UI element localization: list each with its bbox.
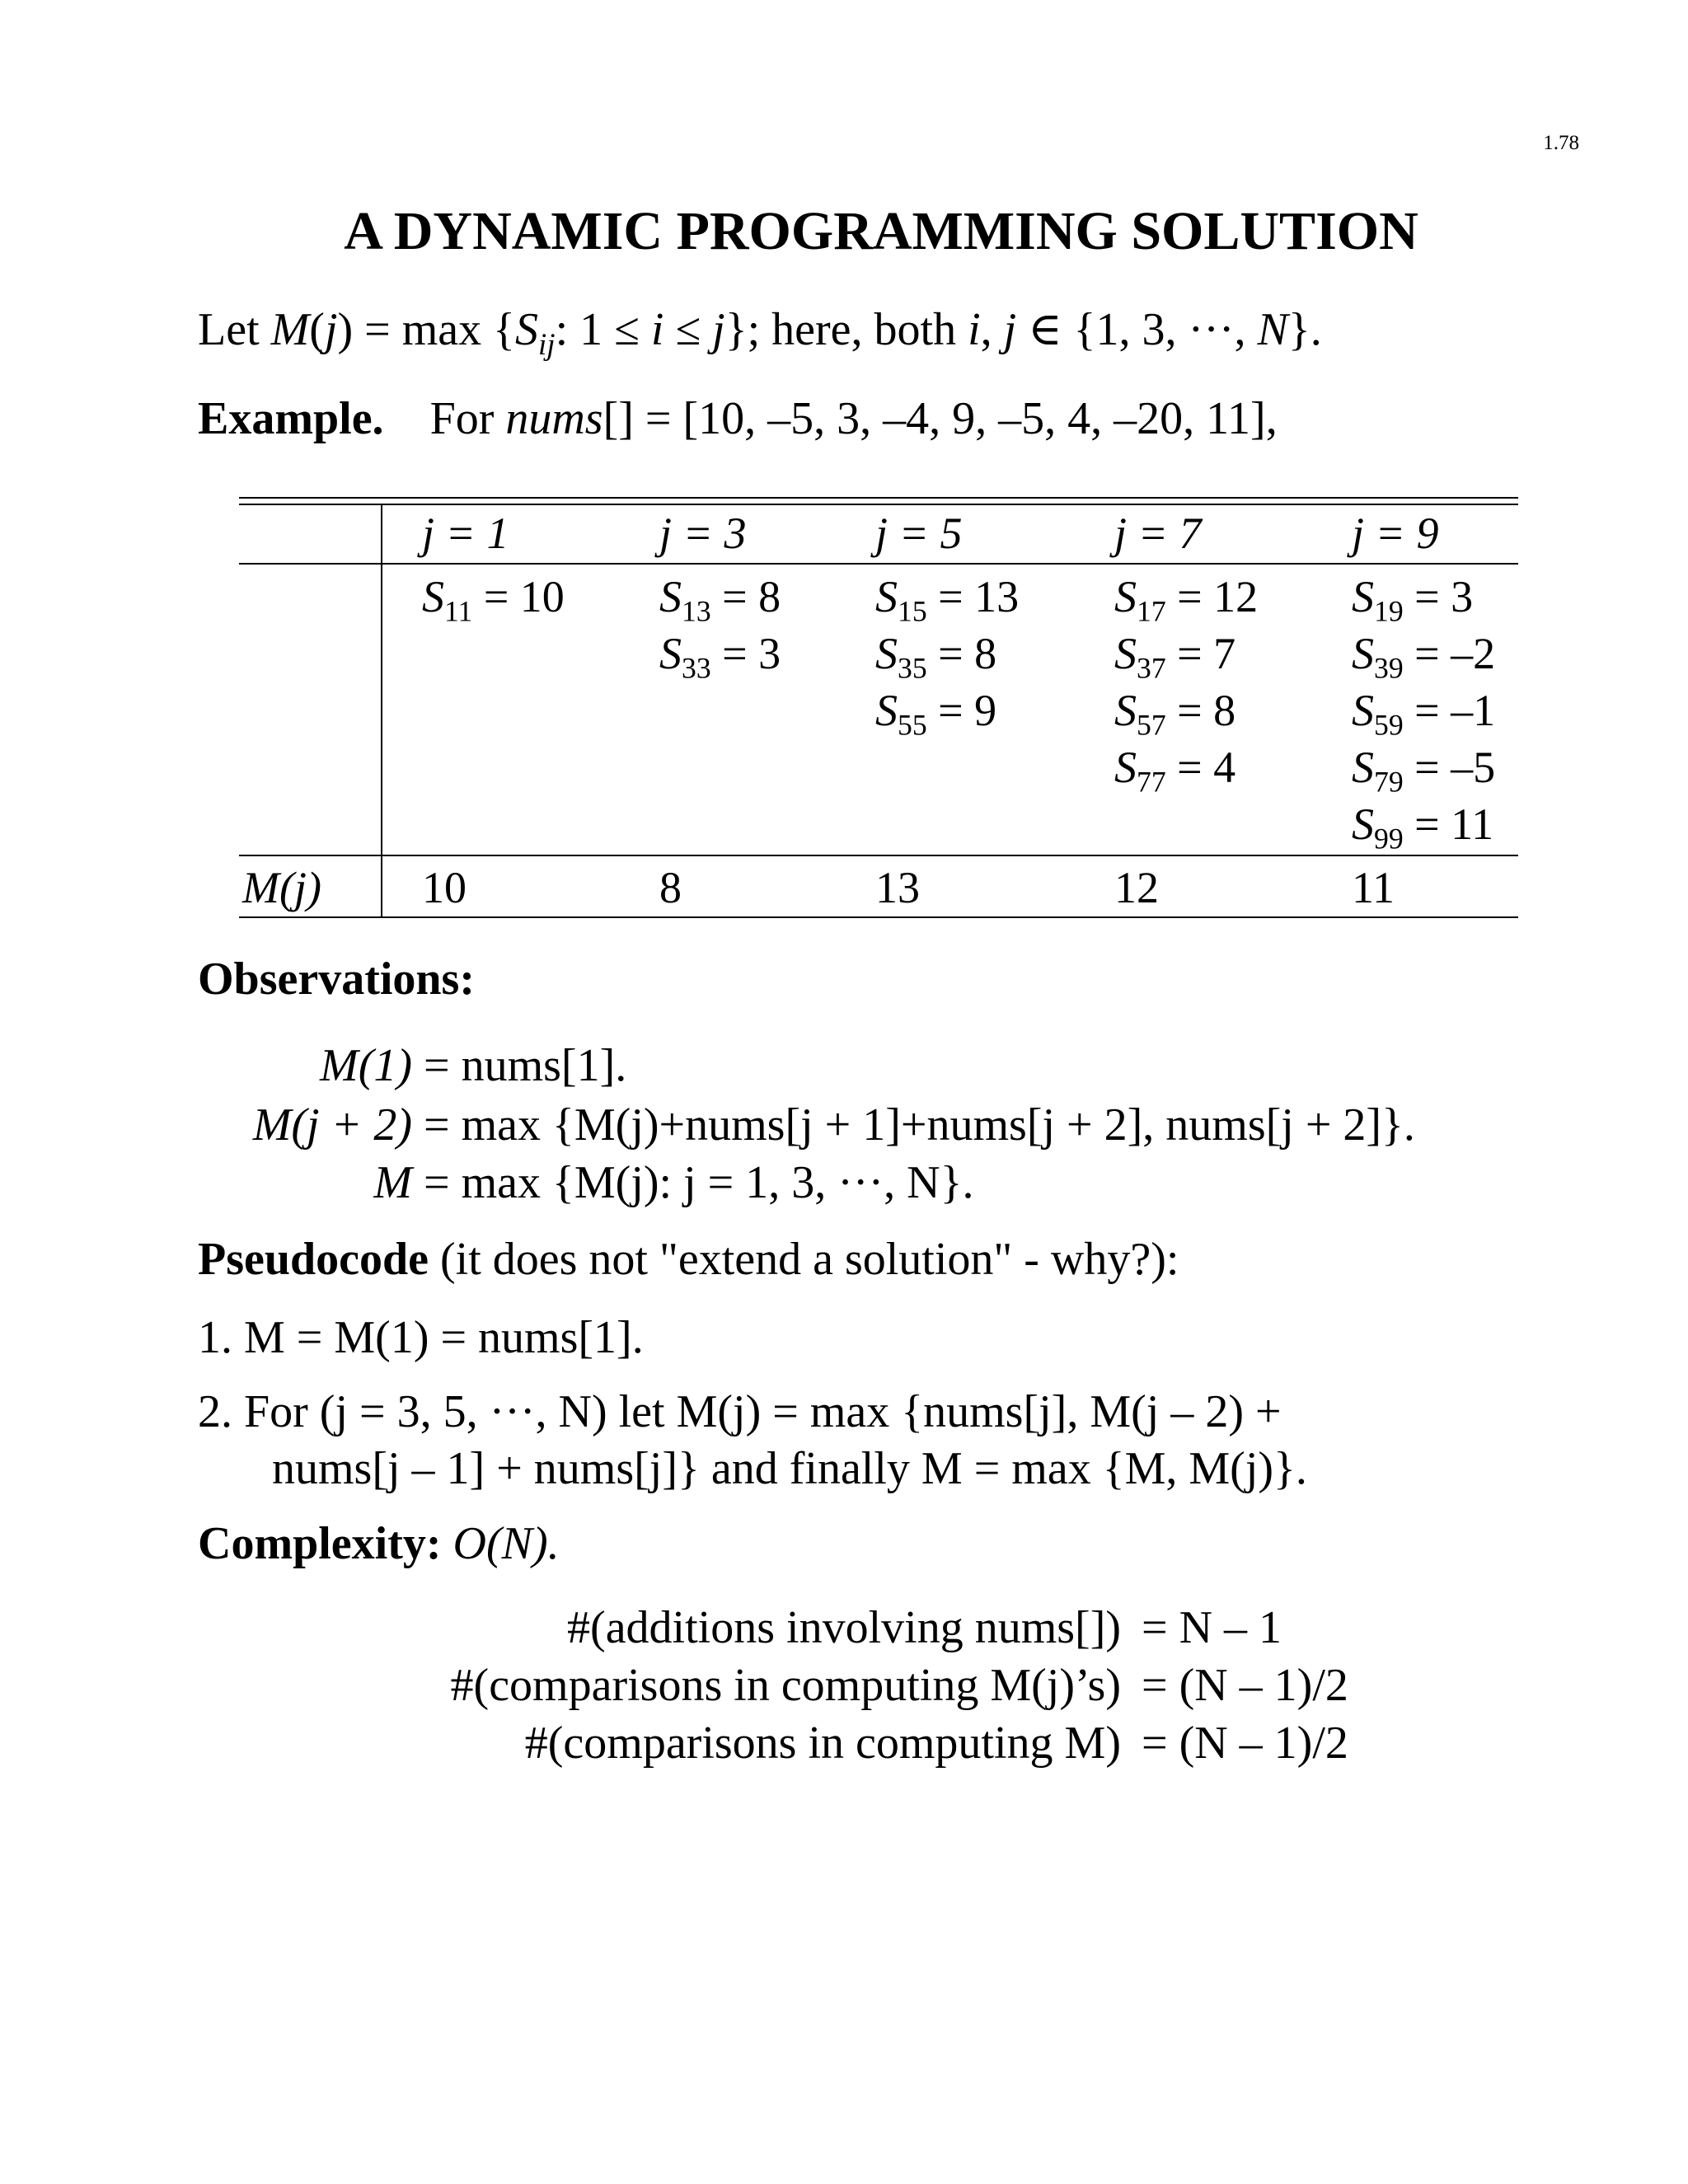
elem-text: ∈ {1, 3, ···, <box>1016 304 1258 355</box>
paren-close: ) <box>337 304 354 355</box>
s-value: $S_{11} = 10$ <box>422 572 565 628</box>
ij-subscript: ij <box>538 326 556 361</box>
observation-rhs: = max {M(j)+nums[j + 1]+nums[j + 2], nums[j + 2]}. <box>424 1099 1415 1151</box>
s-value: $S_{35} = 8$ <box>875 629 997 685</box>
s-value: $S_{33} = 3$ <box>659 629 781 685</box>
m-value: 8 <box>659 863 682 912</box>
i-symbol-2: i <box>968 304 981 355</box>
s-value: $S_{17} = 12$ <box>1114 572 1259 628</box>
pseudocode-step-1: 1. M = M(1) = nums[1]. <box>198 1312 644 1363</box>
example-nums: nums <box>505 393 603 444</box>
s-value: $S_{55} = 9$ <box>875 686 997 742</box>
end-text: }. <box>1287 304 1322 355</box>
example-line <box>198 393 1278 444</box>
s-value: $S_{13} = 8$ <box>659 572 781 628</box>
example-label: Example. <box>198 393 384 444</box>
observation-lhs: M <box>373 1157 412 1208</box>
s-value: $S_{79} = -5$ <box>1352 743 1496 799</box>
m-value: 11 <box>1352 863 1395 912</box>
definition-line <box>198 304 1322 361</box>
s-value: $S_{19} = 3$ <box>1352 572 1474 628</box>
header-j1: j = 1 <box>422 509 509 558</box>
range-text: : 1 ≤ <box>555 304 651 355</box>
m-value: 12 <box>1114 863 1159 912</box>
s-value: $S_{37} = 7$ <box>1114 629 1236 685</box>
table-vertical-rule <box>381 504 382 916</box>
table-top-rule-1 <box>239 497 1518 499</box>
complexity-row-lhs: #(comparisons in computing M) <box>524 1718 1121 1769</box>
pseudocode-note: (it does not "extend a solution" - why?): <box>429 1234 1179 1285</box>
table-top-rule-2 <box>239 504 1518 505</box>
table-header-rule <box>239 563 1518 565</box>
paren-open: ( <box>309 304 325 355</box>
close-text: }; here, both <box>724 304 968 355</box>
s-symbol: S <box>515 304 539 355</box>
complexity-value: O(N). <box>441 1518 560 1569</box>
s-value: $S_{57} = 8$ <box>1114 686 1236 742</box>
pseudocode-label: Pseudocode <box>198 1234 429 1285</box>
observation-rhs: = max {M(j): j = 1, 3, ···, N}. <box>424 1157 974 1208</box>
observations-label: Observations: <box>198 954 475 1005</box>
m-symbol: M <box>270 304 310 355</box>
header-j3: j = 3 <box>659 509 747 558</box>
table-mrow-rule <box>239 855 1518 856</box>
s-value: $S_{99} = 11$ <box>1352 799 1494 855</box>
table-bottom-rule <box>239 916 1518 918</box>
s-value: $S_{59} = -1$ <box>1352 686 1496 742</box>
j-symbol-3: j <box>1003 304 1017 355</box>
header-j7: j = 7 <box>1114 509 1202 558</box>
page-number: 1.78 <box>1543 132 1579 154</box>
m-value: 10 <box>422 863 467 912</box>
complexity-row-lhs: #(comparisons in computing M(j)’s) <box>450 1660 1121 1711</box>
s-value: $S_{77} = 4$ <box>1114 743 1236 799</box>
complexity-row-rhs: = N – 1 <box>1142 1602 1282 1653</box>
eq-max: = max { <box>353 304 516 355</box>
observation-rhs: = nums[1]. <box>424 1040 627 1091</box>
pseudocode-heading <box>198 1234 1179 1285</box>
m-value: 13 <box>875 863 920 912</box>
complexity-line <box>198 1518 560 1569</box>
observation-lhs: M(j + 2) <box>252 1099 412 1151</box>
example-rest: [] = [10, –5, 3, –4, 9, –5, 4, –20, 11], <box>603 393 1278 444</box>
j-symbol: j <box>324 304 338 355</box>
i-symbol: i <box>650 304 664 355</box>
m-row-label: M(j) <box>242 863 321 912</box>
s-value: $S_{39} = -2$ <box>1352 629 1496 685</box>
complexity-row-rhs: = (N – 1)/2 <box>1142 1718 1348 1769</box>
header-j9: j = 9 <box>1352 509 1439 558</box>
comma-text: , <box>980 304 1004 355</box>
page-title: A DYNAMIC PROGRAMMING SOLUTION <box>344 201 1418 261</box>
pseudocode-step-2b: nums[j – 1] + nums[j]} and finally M = max {M, M(j)}. <box>272 1443 1307 1494</box>
header-j5: j = 5 <box>875 509 963 558</box>
le-text: ≤ <box>663 304 713 355</box>
let-word: Let <box>198 304 260 355</box>
complexity-label: Complexity: <box>198 1518 442 1569</box>
observation-lhs: M(1) <box>320 1040 412 1091</box>
example-for: For <box>429 393 506 444</box>
complexity-row-lhs: #(additions involving nums[]) <box>567 1602 1121 1653</box>
n-symbol: N <box>1257 304 1288 355</box>
s-value: $S_{15} = 13$ <box>875 572 1020 628</box>
complexity-row-rhs: = (N – 1)/2 <box>1142 1660 1348 1711</box>
j-symbol-2: j <box>712 304 725 355</box>
pseudocode-step-2a: 2. For (j = 3, 5, ···, N) let M(j) = max {nums[j], M(j – 2) + <box>198 1386 1282 1437</box>
